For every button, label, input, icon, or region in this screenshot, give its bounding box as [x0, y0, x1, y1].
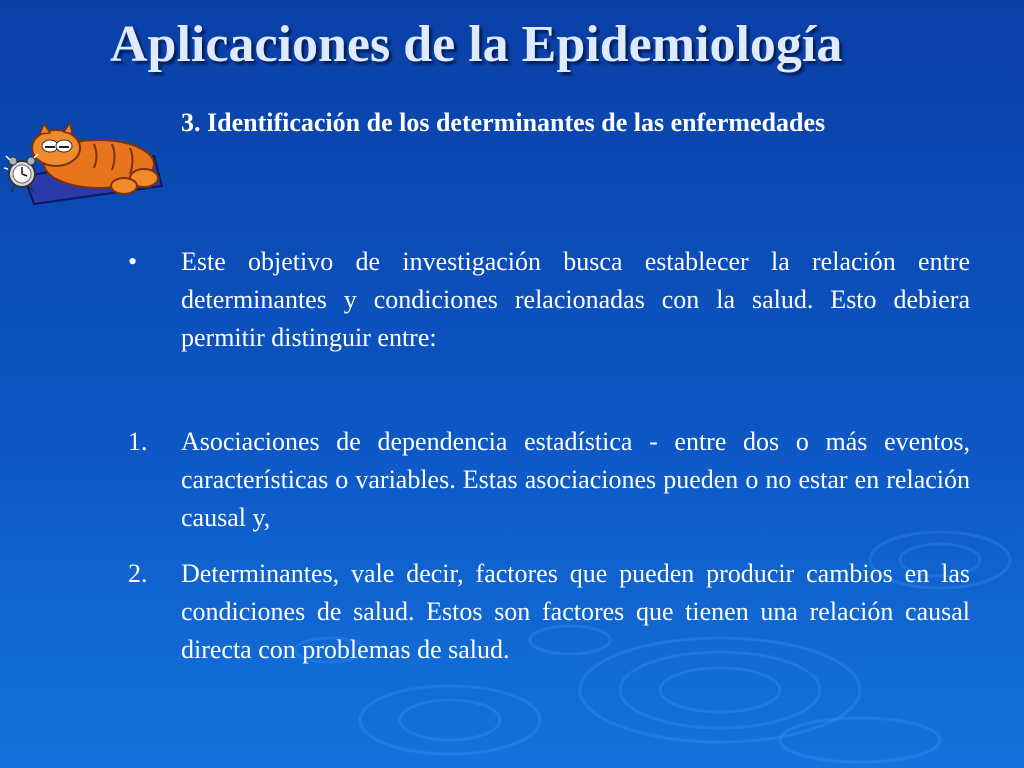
- list-item: [128, 555, 970, 669]
- list-item-text: Determinantes, vale decir, factores que pueden producir cambios en las condiciones de salud. Estos son factores que tienen una relación causal directa con problemas de salud.: [181, 559, 970, 664]
- bullet-paragraph: [128, 243, 970, 357]
- bullet-text: Este objetivo de investigación busca establecer la relación entre determinantes y condiciones relacionadas con la salud. Esto debiera permitir distinguir entre:: [181, 247, 970, 352]
- slide-title: Aplicaciones de la Epidemiología: [110, 16, 843, 73]
- list-number: 1.: [128, 427, 148, 456]
- section-heading: 3. Identificación de los determinantes de las enfermedades: [181, 108, 826, 137]
- list-item-text: Asociaciones de dependencia estadística - entre dos o más eventos, características o variables. Estas asociaciones pueden o no estar en relación causal y,: [181, 427, 970, 532]
- list-number: 2.: [128, 559, 148, 588]
- sleeping-cat-with-alarm-clock-icon: [4, 116, 166, 208]
- bullet-marker: •: [128, 247, 138, 276]
- list-item: [128, 423, 970, 537]
